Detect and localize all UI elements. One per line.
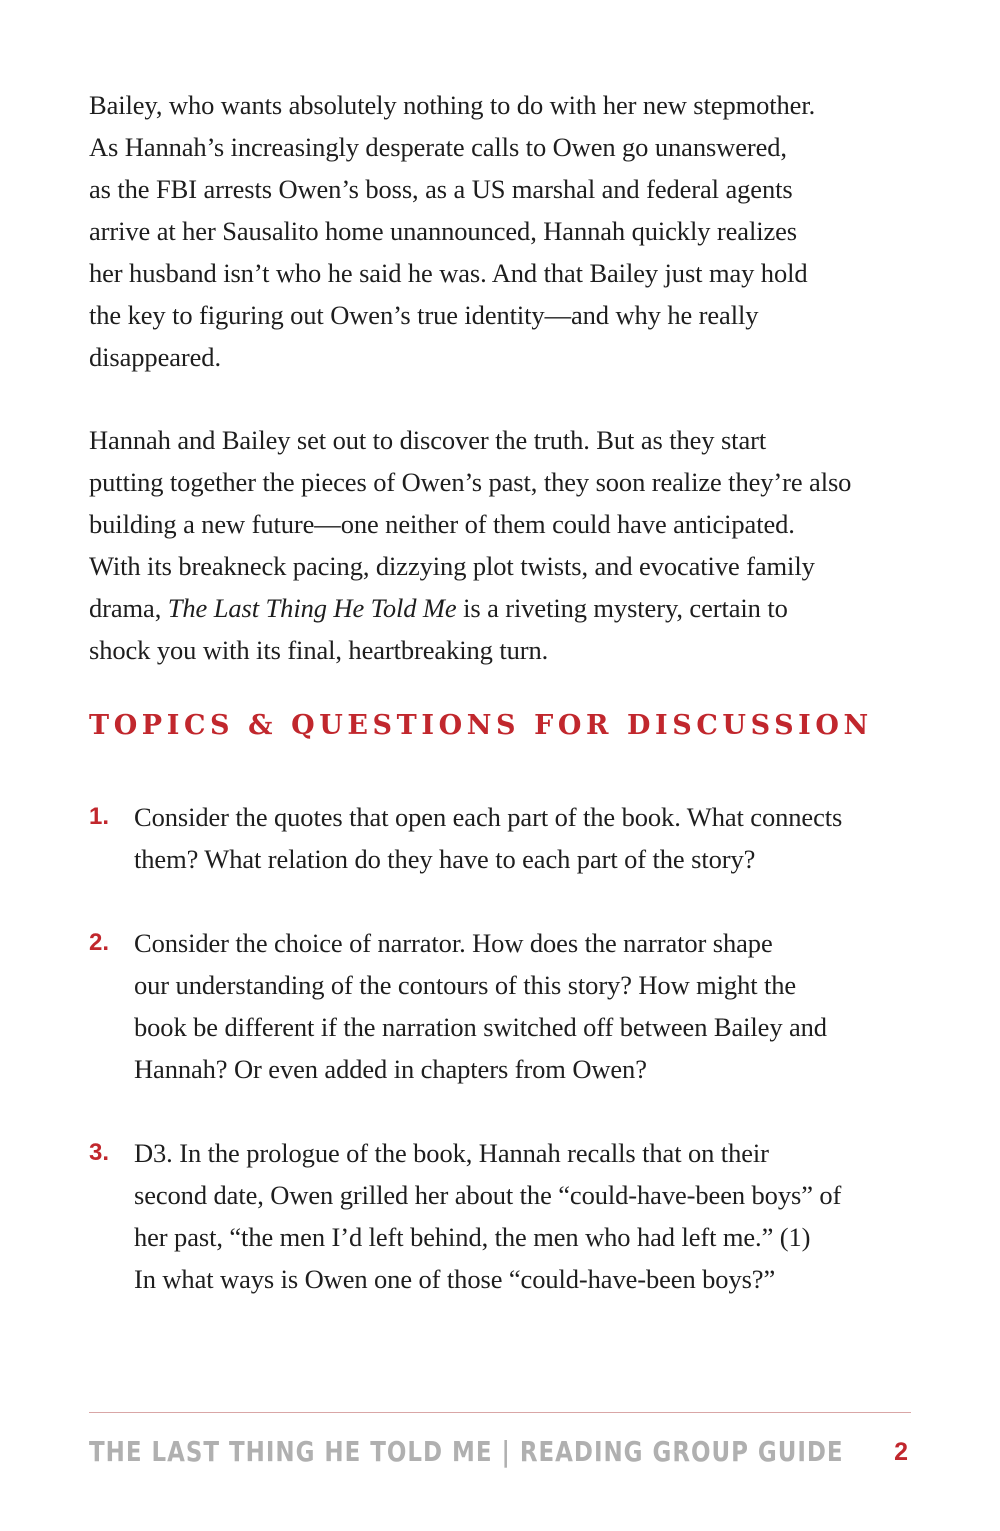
text-line: As Hannah’s increasingly desperate calls to Owen go unanswered, — [89, 132, 787, 162]
text-line: In what ways is Owen one of those “could-have-been boys?” — [134, 1264, 776, 1294]
text-fragment: drama, — [89, 593, 168, 623]
text-line: building a new future—one neither of them could have anticipated. — [89, 509, 795, 539]
footer-title: THE LAST THING HE TOLD ME | READING GROUP GUIDE — [89, 1435, 844, 1468]
question-text — [134, 1132, 934, 1300]
question-text — [134, 796, 934, 880]
text-line: D3. In the prologue of the book, Hannah recalls that on their — [134, 1138, 769, 1168]
text-line: book be different if the narration switched off between Bailey and — [134, 1012, 827, 1042]
text-line: our understanding of the contours of this story? How might the — [134, 970, 797, 1000]
question-number: 2. — [89, 929, 110, 956]
text-line: Consider the choice of narrator. How does the narrator shape — [134, 928, 773, 958]
page-number: 2 — [894, 1438, 908, 1466]
text-line: Bailey, who wants absolutely nothing to do with her new stepmother. — [89, 90, 816, 120]
intro-paragraph-1 — [89, 84, 919, 378]
text-fragment: is a riveting mystery, certain to — [456, 593, 788, 623]
text-line — [89, 587, 919, 629]
text-line: as the FBI arrests Owen’s boss, as a US marshal and federal agents — [89, 174, 793, 204]
text-line: Hannah? Or even added in chapters from Owen? — [134, 1054, 647, 1084]
text-line: arrive at her Sausalito home unannounced, Hannah quickly realizes — [89, 216, 798, 246]
intro-paragraph-2 — [89, 419, 919, 671]
text-line: second date, Owen grilled her about the “could-have-been boys” of — [134, 1180, 842, 1210]
text-line: the key to figuring out Owen’s true identity—and why he really — [89, 300, 759, 330]
text-line: her past, “the men I’d left behind, the men who had left me.” (1) — [134, 1222, 811, 1252]
text-line: With its breakneck pacing, dizzying plot twists, and evocative family — [89, 551, 815, 581]
book-title-italic: The Last Thing He Told Me — [167, 593, 457, 623]
footer-divider — [89, 1412, 911, 1413]
text-line: disappeared. — [89, 342, 221, 372]
text-line: Hannah and Bailey set out to discover the truth. But as they start — [89, 425, 767, 455]
text-line: putting together the pieces of Owen’s past, they soon realize they’re also — [89, 467, 852, 497]
question-text — [134, 922, 934, 1090]
section-heading: TOPICS & QUESTIONS FOR DISCUSSION — [89, 710, 873, 741]
text-line: her husband isn’t who he said he was. And that Bailey just may hold — [89, 258, 808, 288]
question-number: 3. — [89, 1139, 110, 1166]
question-number: 1. — [89, 803, 110, 830]
text-line: Consider the quotes that open each part of the book. What connects — [134, 802, 843, 832]
text-line: shock you with its final, heartbreaking turn. — [89, 635, 549, 665]
text-line: them? What relation do they have to each part of the story? — [134, 844, 756, 874]
